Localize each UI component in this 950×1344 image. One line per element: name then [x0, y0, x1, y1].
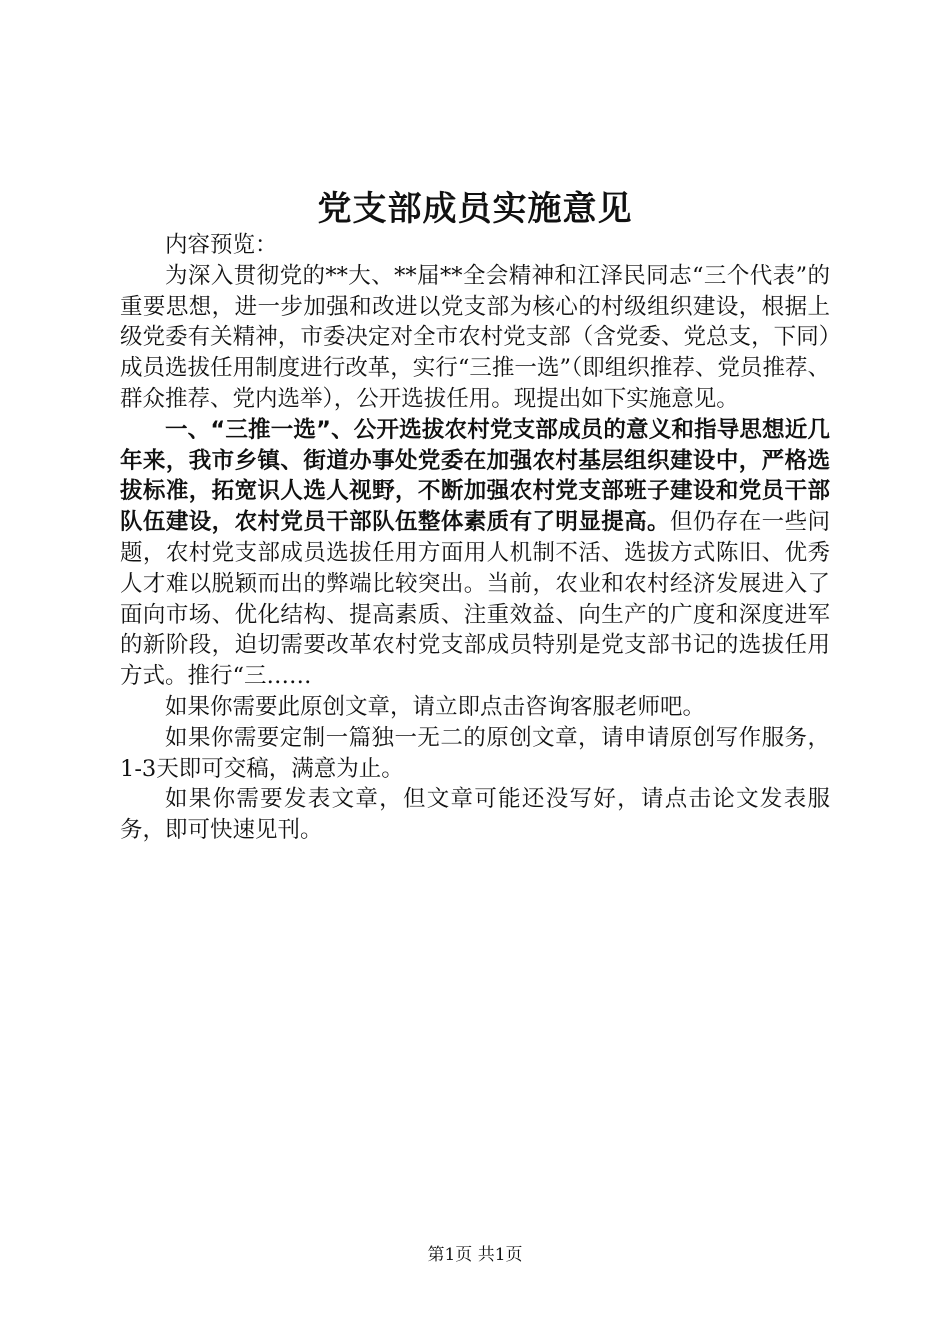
notice-consult: 如果你需要此原创文章，请立即点击咨询客服老师吧。: [165, 693, 706, 720]
notice-publishing: 如果你需要发表文章，但文章可能还没写好，请点击论文发表服务，即可快速见刊。: [120, 786, 830, 844]
preview-label: 内容预览：: [165, 232, 278, 258]
document-title: 党支部成员实施意见: [317, 189, 633, 229]
section-one-paragraph: [120, 415, 830, 692]
intro-paragraph: 为深入贯彻党的**大、**届**全会精神和江泽民同志“三个代表”的重要思想，进一步加强和改进以党支部为核心的村级组织建设，根据上级党委有关精神，市委决定对全市农村党支部（含党委、党总支，下同）成员选拔任用制度进行改革，实行“三推一选”（即组织推荐、党员推荐、群众推荐、党内选举），公开选拔任用。现提出如下实施意见。: [120, 262, 830, 412]
section-one-text: 但仍存在一些问题，农村党支部成员选拔任用方面用人机制不活、选拔方式陈旧、优秀人才难以脱颖而出的弊端比较突出。当前，农业和农村经济发展进入了面向市场、优化结构、提高素质、注重效益、向生产的广度和深度进军的新阶段，迫切需要改革农村党支部成员特别是党支部书记的选拔任用方式。推行“三……: [120, 509, 830, 690]
notice-custom-writing: 如果你需要定制一篇独一无二的原创文章，请申请原创写作服务，1-3天即可交稿，满意为止。: [120, 724, 830, 782]
document-body: [120, 230, 830, 846]
page-number: 第1页 共1页: [427, 1245, 523, 1265]
section-one-heading: 一、“三推一选”、公开选拔农村党支部成员的意义和指导思想近几年来，我市乡镇、街道办事处党委在加强农村基层组织建设中，严格选拔标准，拓宽识人选人视野，不断加强农村党支部班子建设和党员干部队伍建设，农村党员干部队伍整体素质有了明显提高。: [120, 416, 830, 536]
